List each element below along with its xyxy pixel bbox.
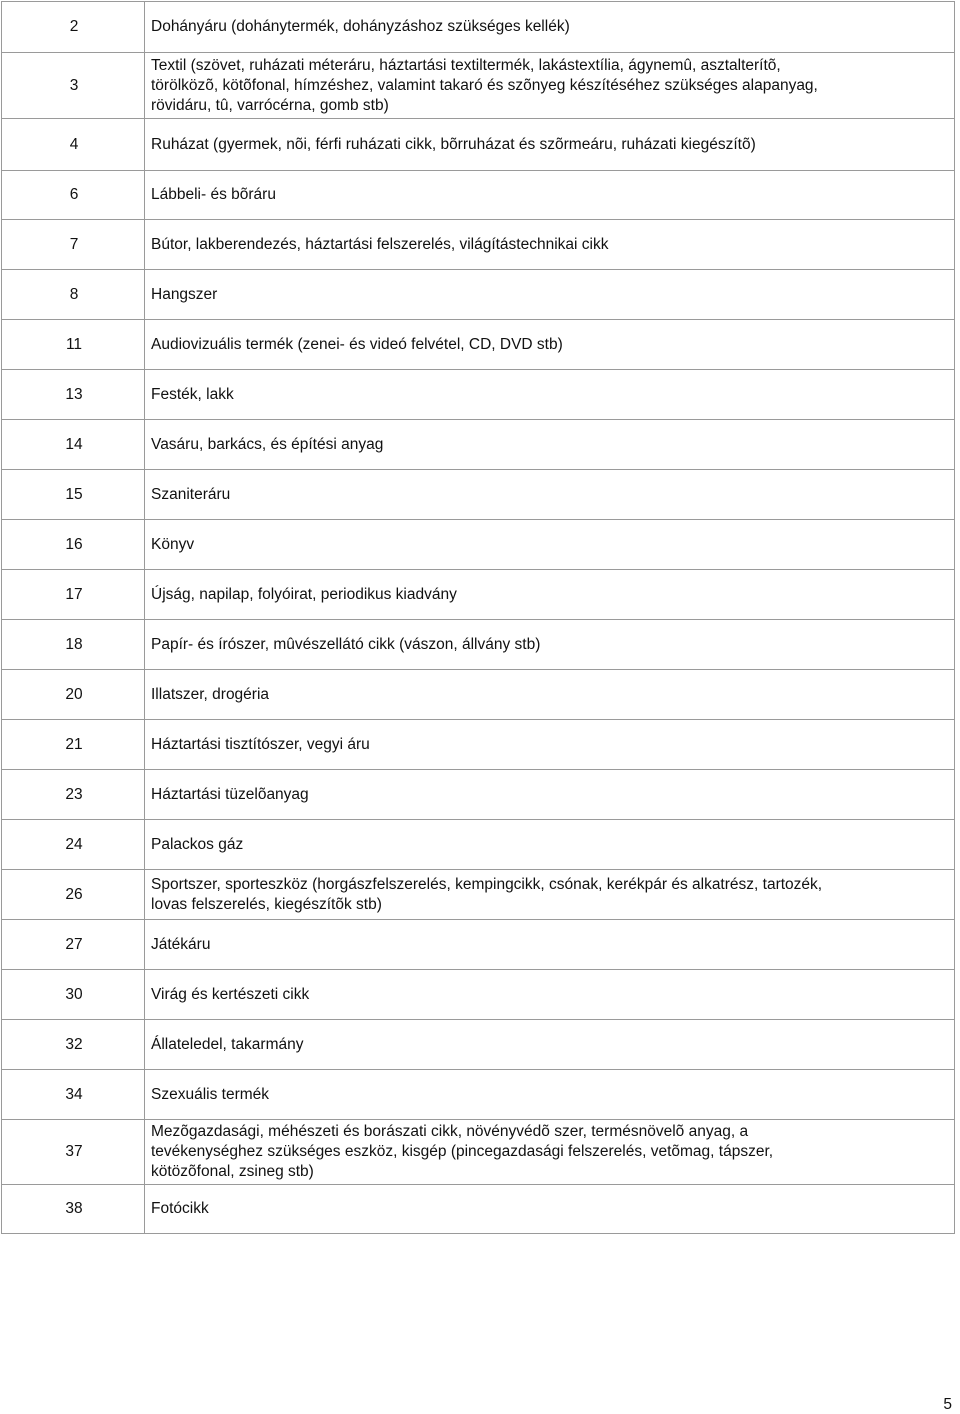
category-code: 7 <box>2 220 145 270</box>
category-code: 14 <box>2 420 145 470</box>
table-row <box>2 870 955 920</box>
table-row <box>2 420 955 470</box>
category-code: 34 <box>2 1070 145 1120</box>
category-code: 32 <box>2 1020 145 1070</box>
description-line: rövidáru, tû, varrócérna, gomb stb) <box>151 96 389 114</box>
table-row <box>2 1120 955 1185</box>
category-code: 26 <box>2 870 145 920</box>
category-code: 8 <box>2 270 145 320</box>
category-code: 15 <box>2 470 145 520</box>
table-row <box>2 1020 955 1070</box>
table-row <box>2 370 955 420</box>
category-code: 21 <box>2 720 145 770</box>
category-code: 13 <box>2 370 145 420</box>
table-row <box>2 470 955 520</box>
category-description: Háztartási tüzelõanyag <box>145 770 955 820</box>
table-row <box>2 570 955 620</box>
category-code: 30 <box>2 970 145 1020</box>
description-line: lovas felszerelés, kiegészítõk stb) <box>151 895 382 913</box>
category-code: 16 <box>2 520 145 570</box>
description-line: kötözõfonal, zsineg stb) <box>151 1163 314 1180</box>
table-row <box>2 970 955 1020</box>
table-row <box>2 520 955 570</box>
description-line: Sportszer, sporteszköz (horgászfelszerelés, kempingcikk, csónak, kerékpár és alkatrész, tartozék, <box>151 875 823 893</box>
category-code: 3 <box>2 53 145 119</box>
table-row <box>2 119 955 171</box>
table-row <box>2 270 955 320</box>
description-line: Textil (szövet, ruházati méteráru, háztartási textiltermék, lakástextília, ágynemû, asztalterítõ, <box>151 56 781 74</box>
table-row <box>2 720 955 770</box>
table-row <box>2 920 955 970</box>
product-category-table <box>1 1 955 1234</box>
table-row <box>2 171 955 220</box>
table-row <box>2 2 955 53</box>
table-row <box>2 220 955 270</box>
category-description: Állateledel, takarmány <box>145 1020 955 1070</box>
category-description: Illatszer, drogéria <box>145 670 955 720</box>
description-line: törölközõ, kötõfonal, hímzéshez, valamint takaró és szõnyeg készítéséhez szükséges alapanyag, <box>151 76 818 94</box>
category-code: 38 <box>2 1185 145 1234</box>
category-description: Papír- és írószer, mûvészellátó cikk (vászon, állvány stb) <box>145 620 955 670</box>
category-description <box>145 870 955 920</box>
category-description: Dohányáru (dohánytermék, dohányzáshoz szükséges kellék) <box>145 2 955 53</box>
category-code: 18 <box>2 620 145 670</box>
category-code: 23 <box>2 770 145 820</box>
category-description: Szaniteráru <box>145 470 955 520</box>
table-row <box>2 670 955 720</box>
table-row <box>2 820 955 870</box>
table-row <box>2 53 955 119</box>
category-description: Játékáru <box>145 920 955 970</box>
table-row <box>2 1070 955 1120</box>
category-description: Bútor, lakberendezés, háztartási felszerelés, világítástechnikai cikk <box>145 220 955 270</box>
category-code: 2 <box>2 2 145 53</box>
description-line: Mezõgazdasági, méhészeti és borászati cikk, növényvédõ szer, termésnövelõ anyag, a <box>151 1123 749 1140</box>
category-description: Szexuális termék <box>145 1070 955 1120</box>
category-code: 27 <box>2 920 145 970</box>
description-line: tevékenységhez szükséges eszköz, kisgép (pincegazdasági felszerelés, vetõmag, tápszer, <box>151 1143 774 1160</box>
category-description: Hangszer <box>145 270 955 320</box>
category-description <box>145 53 955 119</box>
category-description: Háztartási tisztítószer, vegyi áru <box>145 720 955 770</box>
table-row <box>2 1185 955 1234</box>
table-row <box>2 770 955 820</box>
category-description: Festék, lakk <box>145 370 955 420</box>
category-code: 24 <box>2 820 145 870</box>
category-code: 4 <box>2 119 145 171</box>
category-description: Könyv <box>145 520 955 570</box>
page-number: 5 <box>943 1396 952 1413</box>
category-description: Lábbeli- és bõráru <box>145 171 955 220</box>
category-description: Újság, napilap, folyóirat, periodikus kiadvány <box>145 570 955 620</box>
table-row <box>2 320 955 370</box>
category-description: Audiovizuális termék (zenei- és videó felvétel, CD, DVD stb) <box>145 320 955 370</box>
category-description: Virág és kertészeti cikk <box>145 970 955 1020</box>
category-code: 6 <box>2 171 145 220</box>
category-description <box>145 1120 955 1185</box>
table-row <box>2 620 955 670</box>
category-description: Ruházat (gyermek, nõi, férfi ruházati cikk, bõrruházat és szõrmeáru, ruházati kiegészítõ) <box>145 119 955 171</box>
category-code: 11 <box>2 320 145 370</box>
category-code: 20 <box>2 670 145 720</box>
category-code: 17 <box>2 570 145 620</box>
category-code: 37 <box>2 1120 145 1185</box>
category-description: Palackos gáz <box>145 820 955 870</box>
category-description: Vasáru, barkács, és építési anyag <box>145 420 955 470</box>
category-description: Fotócikk <box>145 1185 955 1234</box>
